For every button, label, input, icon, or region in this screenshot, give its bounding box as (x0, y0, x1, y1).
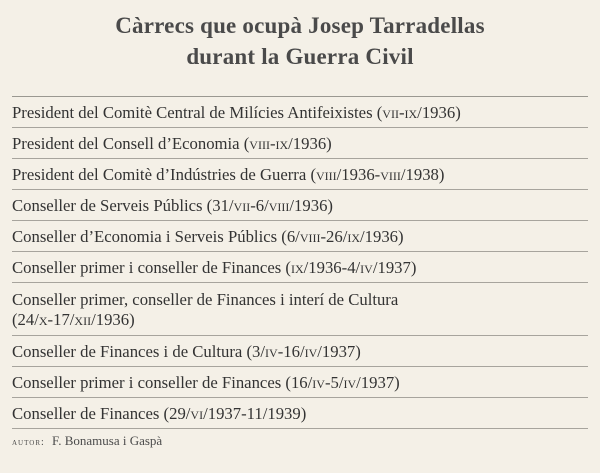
position-label: Conseller d’Economia i Serveis Públics (12, 227, 278, 246)
position-label: President del Comitè Central de Milícies Antifeixistes (12, 103, 373, 122)
position-date: (ix/1936-4/iv/1937) (285, 258, 417, 277)
table-row (12, 398, 588, 429)
table-row (12, 159, 588, 190)
position-date: (3/iv-16/iv/1937) (246, 342, 361, 361)
author-credit (12, 433, 588, 451)
author-label: autor: (12, 437, 45, 448)
position-label: Conseller primer, conseller de Finances i interí de Cultura (12, 290, 399, 309)
table-row (12, 367, 588, 398)
position-label: President del Comitè d’Indústries de Guerra (12, 165, 307, 184)
position-label: Conseller de Serveis Públics (12, 196, 203, 215)
title-line-2: durant la Guerra Civil (186, 44, 414, 69)
table-row (12, 97, 588, 128)
position-label: Conseller primer i conseller de Finances (12, 258, 282, 277)
position-label: Conseller primer i conseller de Finances (12, 373, 282, 392)
position-date: (24/x-17/xii/1936) (12, 310, 135, 329)
position-date: (6/viii-26/ix/1936) (281, 227, 404, 246)
position-date: (31/vii-6/viii/1936) (206, 196, 333, 215)
position-label: Conseller de Finances i de Cultura (12, 342, 243, 361)
title-line-1: Càrrecs que ocupà Josep Tarradellas (115, 13, 485, 38)
position-date: (viii/1936-viii/1938) (310, 165, 445, 184)
table-row (12, 190, 588, 221)
table-row (12, 221, 588, 252)
position-date: (29/vi/1937-11/1939) (163, 404, 307, 423)
positions-table (12, 96, 588, 429)
table-row (12, 336, 588, 367)
position-date: (16/iv-5/iv/1937) (285, 373, 400, 392)
table-row (12, 252, 588, 283)
page-title (12, 10, 588, 72)
position-date: (vii-ix/1936) (376, 103, 461, 122)
table-row (12, 128, 588, 159)
table-row (12, 283, 588, 336)
position-label: Conseller de Finances (12, 404, 160, 423)
position-date: (viii-ix/1936) (243, 134, 332, 153)
position-label: President del Consell d’Economia (12, 134, 240, 153)
author-name: F. Bonamusa i Gaspà (52, 433, 163, 448)
